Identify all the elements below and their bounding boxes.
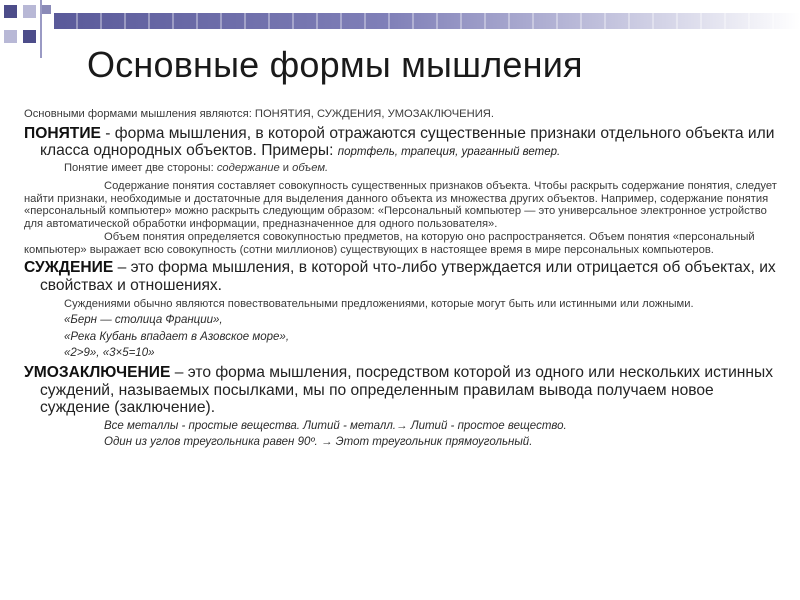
judgment-definition-text: – это форма мышления, в которой что-либо утверждается или отрицается об объектах, их свойствах и отношениях. — [40, 259, 776, 294]
concept-volume-paragraph — [24, 231, 780, 256]
concept-sides-text: Понятие имеет две стороны: — [64, 162, 217, 175]
deco-square — [42, 5, 51, 14]
concept-sides — [24, 162, 780, 175]
concept-definition — [24, 125, 780, 160]
concept-definition-text: - форма мышления, в которой отражаются существенные признаки отдельного объекта или класса однородных объектов. Примеры: — [40, 124, 775, 159]
concept-examples: портфель, трапеция, ураганный ветер. — [337, 146, 561, 158]
deco-square — [4, 5, 17, 18]
deco-square — [4, 30, 17, 43]
concept-term: ПОНЯТИЕ — [24, 124, 101, 142]
concept-content-text: Содержание понятия составляет совокупность существенных признаков объекта. Чтобы раскрыть содержание понятия, следует найти признаки, необходимые и достаточные для выделения данного объекта из множества других объектов. Например, содержание понятия «персональный компьютер» можно раскрыть следующим образом: «Персональный компьютер — это универсальное электронное устройство для автоматической обработки информации, предназначенное для одного пользователя». — [24, 180, 777, 230]
inference-definition-text: – это форма мышления, посредством которой из одного или нескольких истинных суждений, называемых посылками, мы по определенным правилам вывода получаем новое суждение (заключение). — [40, 364, 774, 417]
deco-bar-stripes — [54, 13, 800, 29]
inference-example: Все металлы - простые вещества. Литий - металл.→ Литий - простое вещество. — [104, 419, 567, 432]
inference-example: Один из углов треугольника равен 90º. → Этот треугольник прямоугольный. — [104, 435, 533, 448]
page-title: Основные формы мышления — [87, 44, 583, 85]
deco-square — [23, 30, 36, 43]
judgment-note-text: Суждениями обычно являются повествовательными предложениями, которые могут быть или истинными или ложными. — [64, 298, 694, 311]
judgment-note — [24, 298, 780, 311]
inference-definition — [24, 364, 780, 416]
concept-content-paragraph — [24, 180, 780, 230]
concept-side-content: содержание — [216, 162, 280, 175]
inference-term: УМОЗАКЛЮЧЕНИЕ — [24, 364, 171, 382]
concept-side-volume: объем. — [292, 162, 329, 175]
judgment-example: «Река Кубань впадает в Азовское море», — [64, 330, 290, 343]
judgment-example: «Берн — столица Франции», — [64, 313, 223, 326]
deco-square — [23, 5, 36, 18]
judgment-term: СУЖДЕНИЕ — [24, 259, 114, 277]
slide-body — [24, 108, 780, 448]
judgment-example: «2>9», «3×5=10» — [64, 347, 155, 360]
concept-volume-text: Объем понятия определяется совокупностью предметов, на которую оно распространяется. Объем понятия «персональный компьютер» выражает всю совокупность (сотни миллионов) существующих в настоящее время в мире персональных компьютеров. — [24, 231, 755, 256]
intro-text: Основными формами мышления являются: ПОНЯТИЯ, СУЖДЕНИЯ, УМОЗАКЛЮЧЕНИЯ. — [24, 108, 494, 120]
concept-sides-and: и — [279, 162, 293, 175]
deco-vertical-line — [40, 0, 42, 58]
judgment-definition — [24, 259, 780, 294]
